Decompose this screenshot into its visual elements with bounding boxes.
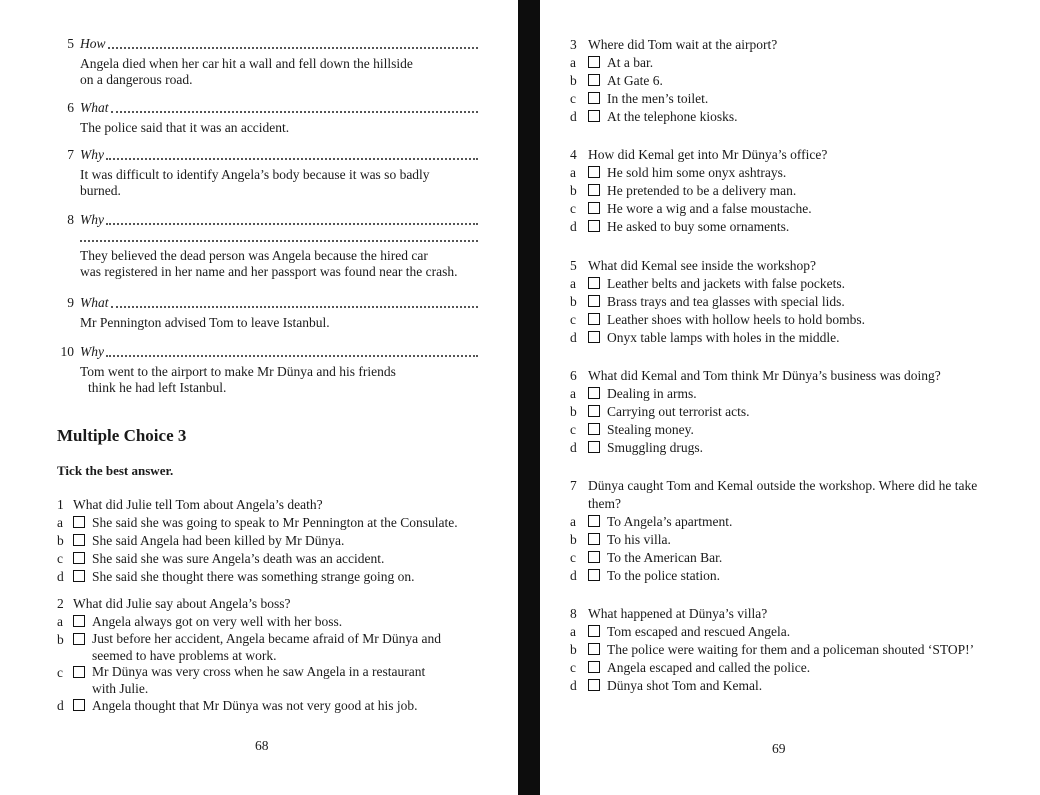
option-text: At a bar. xyxy=(607,55,654,70)
option-letter: a xyxy=(570,276,576,291)
question-text: What did Julie say about Angela’s boss? xyxy=(73,596,291,611)
mc-question-4 xyxy=(570,146,1000,236)
section-heading: Multiple Choice 3 xyxy=(57,426,187,445)
question-number: 3 xyxy=(570,37,577,52)
option-letter: c xyxy=(57,551,63,566)
option-text: At Gate 6. xyxy=(607,73,663,88)
question-text: What did Kemal see inside the workshop? xyxy=(588,258,816,273)
option-text: Leather shoes with hollow heels to hold bombs. xyxy=(607,312,865,327)
checkbox[interactable] xyxy=(588,515,600,527)
written-question-7 xyxy=(52,147,478,198)
answer-text: Angela died when her car hit a wall and fell down the hillside xyxy=(80,56,413,71)
answer-option[interactable] xyxy=(570,108,1000,126)
option-text: She said she was going to speak to Mr Pennington at the Consulate. xyxy=(92,515,458,530)
answer-option[interactable] xyxy=(570,531,988,549)
answer-option[interactable] xyxy=(570,218,1000,236)
option-letter: d xyxy=(570,678,577,693)
option-text: Mr Dünya was very cross when he saw Angela in a restaurant with Julie. xyxy=(92,664,426,696)
answer-option[interactable] xyxy=(570,567,988,585)
checkbox[interactable] xyxy=(73,570,85,582)
written-question-9 xyxy=(52,295,478,331)
question-number: 4 xyxy=(570,147,577,162)
answer-option[interactable] xyxy=(570,90,1000,108)
checkbox[interactable] xyxy=(588,661,600,673)
option-letter: c xyxy=(570,550,576,565)
answer-option[interactable] xyxy=(570,182,1000,200)
checkbox[interactable] xyxy=(588,110,600,122)
question-word: Why xyxy=(80,344,104,359)
option-letter: a xyxy=(570,624,576,639)
checkbox[interactable] xyxy=(588,423,600,435)
checkbox[interactable] xyxy=(588,92,600,104)
checkbox[interactable] xyxy=(588,74,600,86)
question-number: 9 xyxy=(67,295,74,310)
checkbox[interactable] xyxy=(73,666,85,678)
checkbox[interactable] xyxy=(73,699,85,711)
option-text: Angela thought that Mr Dünya was not very good at his job. xyxy=(92,698,418,713)
answer-text: Tom went to the airport to make Mr Dünya and his friends xyxy=(80,364,396,379)
question-number: 1 xyxy=(57,497,64,512)
option-text: Smuggling drugs. xyxy=(607,440,704,455)
option-text: Carrying out terrorist acts. xyxy=(607,404,750,419)
answer-option[interactable] xyxy=(570,641,990,659)
option-letter: c xyxy=(570,91,576,106)
answer-dotted-line xyxy=(108,47,478,49)
option-text: To his villa. xyxy=(607,532,671,547)
option-text: Just before her accident, Angela became afraid of Mr Dünya and seemed to have problems at work. xyxy=(92,631,441,663)
answer-option[interactable] xyxy=(57,613,482,631)
answer-dotted-line xyxy=(106,223,478,225)
answer-option[interactable] xyxy=(570,200,1000,218)
answer-option[interactable] xyxy=(570,659,990,677)
option-text: To the American Bar. xyxy=(607,550,723,565)
answer-option[interactable] xyxy=(570,54,1000,72)
option-letter: d xyxy=(57,698,64,713)
checkbox[interactable] xyxy=(588,295,600,307)
option-text: Brass trays and tea glasses with special lids. xyxy=(607,294,845,309)
option-letter: c xyxy=(570,660,576,675)
answer-dotted-line xyxy=(80,240,478,242)
option-text: He wore a wig and a false moustache. xyxy=(607,201,812,216)
question-number: 6 xyxy=(67,100,74,115)
option-letter: b xyxy=(570,183,577,198)
option-text: To Angela’s apartment. xyxy=(607,514,733,529)
option-text: The police were waiting for them and a policeman shouted ‘STOP!’ xyxy=(607,642,975,657)
checkbox[interactable] xyxy=(588,551,600,563)
option-letter: c xyxy=(570,312,576,327)
question-text: What happened at Dünya’s villa? xyxy=(588,606,768,621)
answer-text: on a dangerous road. xyxy=(80,71,193,87)
option-text: He asked to buy some ornaments. xyxy=(607,219,790,234)
checkbox[interactable] xyxy=(73,633,85,645)
question-number: 5 xyxy=(67,36,74,51)
option-text: To the police station. xyxy=(607,568,721,583)
answer-option[interactable] xyxy=(570,403,1010,421)
answer-text: They believed the dead person was Angela because the hired car xyxy=(80,248,428,263)
checkbox[interactable] xyxy=(73,615,85,627)
written-question-5 xyxy=(52,36,478,87)
option-text: Angela always got on very well with her boss. xyxy=(92,614,343,629)
answer-option[interactable] xyxy=(57,664,482,697)
question-word: What xyxy=(80,100,109,115)
checkbox[interactable] xyxy=(588,569,600,581)
mc-question-1 xyxy=(57,496,482,586)
question-number: 7 xyxy=(570,478,577,493)
answer-text: was registered in her name and her passport was found near the crash. xyxy=(80,263,458,279)
option-letter: a xyxy=(57,614,63,629)
option-letter: c xyxy=(57,665,63,680)
option-text: She said she thought there was something strange going on. xyxy=(92,569,415,584)
mc-question-5 xyxy=(570,257,1000,347)
mc-question-3 xyxy=(570,36,1000,126)
checkbox[interactable] xyxy=(588,387,600,399)
checkbox[interactable] xyxy=(588,56,600,68)
option-letter: b xyxy=(570,642,577,657)
page-number: 68 xyxy=(255,738,269,753)
option-letter: c xyxy=(570,201,576,216)
checkbox[interactable] xyxy=(588,625,600,637)
mc-question-6 xyxy=(570,367,1010,457)
option-text: At the telephone kiosks. xyxy=(607,109,738,124)
answer-text: Mr Pennington advised Tom to leave Istanbul. xyxy=(80,315,330,330)
option-text: She said Angela had been killed by Mr Dünya. xyxy=(92,533,345,548)
checkbox[interactable] xyxy=(588,441,600,453)
option-letter: b xyxy=(570,532,577,547)
answer-option[interactable] xyxy=(570,623,990,641)
checkbox[interactable] xyxy=(588,166,600,178)
question-text: How did Kemal get into Mr Dünya’s office? xyxy=(588,147,828,162)
question-number: 6 xyxy=(570,368,577,383)
checkbox[interactable] xyxy=(588,202,600,214)
option-letter: c xyxy=(570,422,576,437)
answer-option[interactable] xyxy=(570,275,1000,293)
checkbox[interactable] xyxy=(588,220,600,232)
mc-question-7 xyxy=(570,477,988,585)
answer-option[interactable] xyxy=(570,329,1000,347)
option-letter: d xyxy=(57,569,64,584)
instruction-text: Tick the best answer. xyxy=(57,463,174,478)
checkbox[interactable] xyxy=(588,331,600,343)
book-gutter xyxy=(518,0,540,795)
question-word: Why xyxy=(80,147,104,162)
answer-option[interactable] xyxy=(570,164,1000,182)
option-text: Dünya shot Tom and Kemal. xyxy=(607,678,763,693)
answer-option[interactable] xyxy=(570,549,988,567)
answer-option[interactable] xyxy=(570,421,1010,439)
answer-dotted-line xyxy=(111,111,479,113)
answer-option[interactable] xyxy=(57,568,482,586)
option-text: She said she was sure Angela’s death was an accident. xyxy=(92,551,385,566)
question-text: What did Kemal and Tom think Mr Dünya’s business was doing? xyxy=(588,368,941,383)
right-page xyxy=(540,0,1040,795)
written-question-10 xyxy=(52,344,478,395)
checkbox[interactable] xyxy=(73,516,85,528)
option-letter: d xyxy=(570,219,577,234)
question-word: How xyxy=(80,36,106,51)
option-text: Dealing in arms. xyxy=(607,386,697,401)
option-text: In the men’s toilet. xyxy=(607,91,709,106)
checkbox[interactable] xyxy=(588,679,600,691)
checkbox[interactable] xyxy=(588,277,600,289)
question-number: 8 xyxy=(570,606,577,621)
answer-option[interactable] xyxy=(57,514,482,532)
checkbox[interactable] xyxy=(588,184,600,196)
checkbox[interactable] xyxy=(588,643,600,655)
option-letter: d xyxy=(570,109,577,124)
option-letter: b xyxy=(570,404,577,419)
option-letter: b xyxy=(570,294,577,309)
option-letter: a xyxy=(570,386,576,401)
option-text: Onyx table lamps with holes in the middle. xyxy=(607,330,840,345)
written-question-6 xyxy=(52,100,478,136)
question-number: 5 xyxy=(570,258,577,273)
checkbox[interactable] xyxy=(73,552,85,564)
answer-option[interactable] xyxy=(57,631,482,664)
left-page xyxy=(0,0,518,795)
option-letter: d xyxy=(570,568,577,583)
option-letter: a xyxy=(570,514,576,529)
option-letter: a xyxy=(57,515,63,530)
option-letter: a xyxy=(570,165,576,180)
option-text: He pretended to be a delivery man. xyxy=(607,183,797,198)
question-word: What xyxy=(80,295,109,310)
answer-dotted-line xyxy=(106,355,478,357)
checkbox[interactable] xyxy=(73,534,85,546)
answer-option[interactable] xyxy=(570,439,1010,457)
option-text: Leather belts and jackets with false pockets. xyxy=(607,276,846,291)
question-text: Where did Tom wait at the airport? xyxy=(588,37,778,52)
answer-option[interactable] xyxy=(570,293,1000,311)
answer-option[interactable] xyxy=(570,513,988,531)
option-text: Stealing money. xyxy=(607,422,694,437)
answer-dotted-line xyxy=(111,306,479,308)
checkbox[interactable] xyxy=(588,313,600,325)
answer-option[interactable] xyxy=(570,385,1010,403)
question-text: What did Julie tell Tom about Angela’s death? xyxy=(73,497,323,512)
checkbox[interactable] xyxy=(588,533,600,545)
question-number: 7 xyxy=(67,147,74,162)
option-letter: d xyxy=(570,330,577,345)
answer-text: The police said that it was an accident. xyxy=(80,120,290,135)
answer-option[interactable] xyxy=(570,311,1000,329)
answer-text: think he had left Istanbul. xyxy=(88,379,227,395)
answer-option[interactable] xyxy=(57,550,482,568)
option-letter: d xyxy=(570,440,577,455)
question-number: 8 xyxy=(67,212,74,227)
option-text: Angela escaped and called the police. xyxy=(607,660,811,675)
option-letter: a xyxy=(570,55,576,70)
page-number: 69 xyxy=(772,741,786,756)
answer-option[interactable] xyxy=(570,72,1000,90)
answer-dotted-line xyxy=(106,158,478,160)
answer-text: burned. xyxy=(80,182,121,198)
option-letter: b xyxy=(570,73,577,88)
option-letter: b xyxy=(57,533,64,548)
answer-text: It was difficult to identify Angela’s body because it was so badly xyxy=(80,167,430,182)
option-letter: b xyxy=(57,632,64,647)
mc-question-2 xyxy=(57,595,482,715)
question-word: Why xyxy=(80,212,104,227)
question-number: 2 xyxy=(57,596,64,611)
question-number: 10 xyxy=(60,344,74,359)
option-text: Tom escaped and rescued Angela. xyxy=(607,624,791,639)
written-question-8 xyxy=(52,212,478,279)
answer-option[interactable] xyxy=(570,677,990,695)
checkbox[interactable] xyxy=(588,405,600,417)
mc-question-8 xyxy=(570,605,990,695)
answer-option[interactable] xyxy=(57,532,482,550)
option-text: He sold him some onyx ashtrays. xyxy=(607,165,787,180)
question-text: Dünya caught Tom and Kemal outside the workshop. Where did he take them? xyxy=(588,478,978,511)
answer-option[interactable] xyxy=(57,697,482,715)
